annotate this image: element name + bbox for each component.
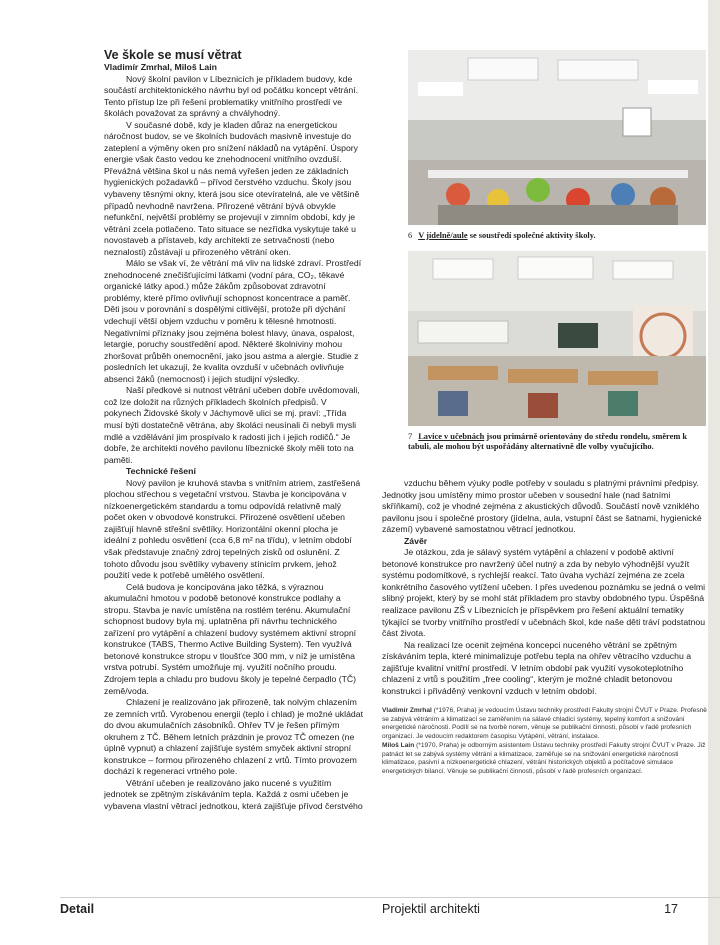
- caption-figure-6: [408, 231, 706, 241]
- paragraph: Naší předkové si nutnost větrání učeben dobře uvědomovali, což lze doložit na různých příkladech školních předpisů. V pokynech Židovské školy v Jáchymově ulici se mj. praví: „Třída musí býti dostatečně větrána, aby školáci neusínali či nebyli mysli mdlé a vzdělávání jim prospívalo k radosti jich i jejich rodičů.“ Je dobře, že architekti nového pavilonu líbeznické školy měli toto na paměti.: [104, 385, 360, 465]
- paragraph: V současné době, kdy je kladen důraz na energetickou náročnost budov, se ve školních budovách masivně investuje do zateplení a výměny oken pro snížení nákladů na vytápění. Úspory energie však často vedou ke znehodnocení vnitřního ovzduší. Převážná většina škol u nás nemá vyřešen jeden ze základních hygienických požadavků – přívod čerstvého vzduchu. Školy jsou vybaveny těsnými okny, která jsou sice otevíratelná, ale ve většině případů nevhodně navržena. Přirozené větrání bývá obvykle nefunkční, největší problémy se projevují v zimním období, kdy je větrání zcela potlačeno. Tato situace se nezřídka vyskytuje také u novostaveb a přístaveb, kdy architekti ze setrvačnosti (nebo neznalosti) zůstávají u přirozeného větrání oken.: [104, 119, 360, 257]
- conclusion-paragraphs: [382, 547, 708, 697]
- article-title: Ve škole se musí větrat: [104, 48, 242, 62]
- paragraph: Nový pavilon je kruhová stavba s vnitřním atriem, zastřešená plochou střechou s vegetační vrstvou. Stavba je koncipována v nízkoenergetickém standardu a tomu odpovídá relativně malý počet oken v obvodové konstrukci. Přirozené osvětlení učeben zajišťují hlavně střešní světlíky. Horizontální okenní plocha je ideální z pohledu osvětlení (cca 6,8 m² na třídu), v letním období však představuje značný zdroj tepelných zisků od oslunění. Z tohoto důvodu jsou světlíky vybaveny stínicím prvkem, jehož použití vede k potřebě umělého osvětlení.: [104, 477, 361, 581]
- caption-lead: V jídelně/aule: [418, 231, 468, 240]
- author-bio: [382, 707, 708, 741]
- author-bios: [382, 707, 708, 776]
- intro-paragraphs: [104, 74, 364, 467]
- paragraph: Chlazení je realizováno jak přirozeně, tak nolvým chlazením ze zemních vrtů. Vyrobenou energii (teplo i chlad) je možné ukládat do dvou akumulačních zásobníků. Ohřev TV je řešen přímým okruhem z TČ. Během letních prázdnin je provoz TČ omezen (ne úplně vypnut) a chlazení zajišťuje systém smyček aktivní stropní konstrukce – formou přirozeného chlazení z vrtů. Tímto provozem dochází k regeneraci vrtného pole.: [104, 697, 363, 777]
- caption-number: 6: [408, 231, 413, 240]
- author-bio: [382, 742, 708, 776]
- caption-lead: Lavice v učebnách: [418, 432, 485, 441]
- technical-paragraphs: [104, 478, 364, 813]
- paragraph: vzduchu během výuky podle potřeby v souladu s platnými právními předpisy. Jednotky jsou umístěny mimo prostor učeben v sousední hale (nad šatními skříňkami), což je vhodné zejména z akustických důvodů. Součástí nově vzniklého pavilonu jsou i společné prostory (jídelna, aula, vstupní část se šatnami, hygienické zázemí) vybavené samostatnou větrací jednotkou.: [382, 478, 702, 535]
- footer-divider: [60, 897, 720, 898]
- article-right-column: [382, 478, 708, 777]
- page-number: 17: [664, 902, 678, 916]
- paragraph: Nový školní pavilon v Líbeznicích je příkladem budovy, kde součástí architektonického návrhu byl od počátku koncept větrání. Tento přístup lze při řešení problematiky vnitřního prostředí ve školách považovat za správný a chvályhodný.: [104, 73, 359, 119]
- article-left-column: [104, 48, 364, 813]
- paragraph: Je otázkou, zda je sálavý systém vytápění a chlazení v podobě aktivní betonové konstrukce pro navržený účel nutný a zda by nebylo výhodnější využít systému podomítkové, s rychlejší reakcí. Tato úvaha vychází zejména ze zcela konkrétního časového vytížení učeben. I přes uvedenou poznámku se jedná o velmi slibný projekt, který by se mohl stát příkladem pro stavby obdobného typu. Úspěšná realizace pavilonu ZŠ v Líbeznicích je příspěvkem pro řešení aktuální tematiky týkající se tvorby vnitřního prostředí v učebnách škol, kde naše děti tráví podstatnou část života.: [382, 547, 706, 639]
- paragraph: Na realizaci lze ocenit zejména koncepci nuceného větrání se zpětným získáváním tepla, které minimalizuje potřebu tepla na ohřev větracího vzduchu a zajišťuje kvalitní vnitřní prostředí. V letním období pak využití vysokoteplotního chlazení z vrtů s použitím „free cooling“, kterým je možné chladit betonovou konstrukci i přiváděný venkovní vzduch v letním období.: [382, 639, 692, 696]
- article-authors: Vladimír Zmrhal, Miloš Lain: [104, 62, 217, 72]
- footer-magazine: Projektil architekti: [382, 902, 480, 916]
- footer-section: Detail: [60, 902, 95, 916]
- bio-name: Vladimír Zmrhal: [382, 707, 432, 715]
- subhead-technical: Technické řešení: [126, 466, 196, 477]
- bio-text: (*1976, Praha) je vedoucím Ústavu techniky prostředí Fakulty strojní ČVUT v Praze. Profesně se zabývá větráním a klimatizací se zaměřením na sálavé chladicí systémy, tepelný komfort a snižování energetické náročnosti. Podílí se na tvorbě norem, věnuje se publikační činnosti, působí v řadě profesních organizací. Je vedoucím redaktorem časopisu Vytápění, větrání, instalace.: [382, 707, 707, 740]
- bio-name: Miloš Lain: [382, 742, 415, 750]
- paragraph: Málo se však ví, že větrání má vliv na lidské zdraví. Prostředí znehodnocené znečišťujícími látkami (vodní pára, CO₂, těkavé organické látky apod.) může žákům způsobovat zdravotní problémy, které přímo ovlivňují schopnost koncentrace a paměť. Děti jsou v porovnání s dospělými citlivější, protože při dýchání vdechují větší objem vzduchu v poměru k tělesné hmotnosti. Negativními příznaky jsou zejména bolest hlavy, únava, ospalost, letargie, poruchy soustředění apod. Některé školniviny mohou zhoršovat průběh onemocnění, jako jsou astma a alergie. Studie z posledních let ukazují, že kvalita ovzduší v učebnách ovlivňuje absenci žáků (nemocnost) i jejich studijní výsledky.: [104, 258, 362, 384]
- caption-number: 7: [408, 432, 413, 441]
- page-edge-bar: [708, 0, 720, 945]
- caption-figure-7: [408, 432, 706, 451]
- paragraph: Celá budova je koncipována jako těžká, s výraznou akumulační hmotou v podobě betonové konstrukce podlahy a stropu. Stavba je navíc umístěna na rostlém terénu. Akumulační schopnost budovy byla mj. uplatněna při návrhu technického zařízení pro vytápění a chlazení budovy systémem aktivní stropní konstrukce (TABS, Thermo Active Building System). Ten využívá betonové konstrukce stropu v tloušťce 300 mm, v níž je umístěna vrstva potrubí. Systém umožňuje mj. využití nočního proudu. Zdrojem tepla a chladu pro budovu školy je tepelné čerpadlo (TČ) země/voda.: [104, 581, 357, 696]
- photo-classroom: [408, 251, 706, 426]
- subhead-conclusion: Závěr: [404, 535, 428, 546]
- caption-text: jsou primárně orientovány do středu rondelu, směrem k tabuli, ale mohou být uspořádány alternativně dle volby vyučujícího.: [408, 432, 688, 451]
- bio-text: (*1970, Praha) je odborným asistentem Ústavu techniky prostředí Fakulty strojní ČVUT v Praze. Již patnáct let se zabývá systémy větrání a klimatizace, zaměřuje se na snižování energetické náročnosti klimatizace, pasivní a nízkoenergetické chlazení, větrání historických objektů a počítačové simulace energetických bilancí. Věnuje se publikační činnosti, působí v řadě profesních organizací.: [382, 742, 706, 775]
- continued-paragraphs: [382, 478, 708, 536]
- photo-canteen: [408, 50, 706, 225]
- paragraph: Větrání učeben je realizováno jako nucené s využitím jednotek se zpětným získáváním tepla. Každá z osmi učeben je vybavena vlastní větrací jednotkou, která zajišťuje přívod čerstvého: [104, 777, 363, 811]
- caption-text: se soustředí společné aktivity školy.: [467, 231, 596, 240]
